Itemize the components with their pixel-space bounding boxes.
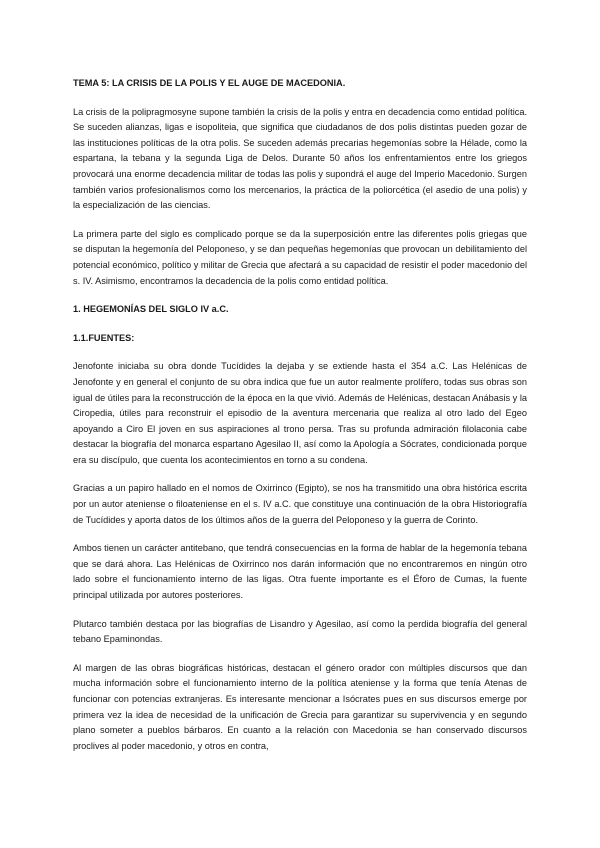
fuentes-paragraph-4: Plutarco también destaca por las biografías de Lisandro y Agesilao, así como la perdida biografía del general tebano Epaminondas. [73, 618, 527, 645]
fuentes-paragraph-5: Al margen de las obras biográficas históricas, destacan el género orador con múltiples discursos que dan mucha información sobre el funcionamiento interno de la política ateniense y la forma que tenía Atenas de funcionar con potencias extranjeras. Es interesante mencionar a Isócrates pues en sus discursos emerge por primera vez la idea de necesidad de la unificación de Grecia para garantizar su supervivencia y en segundo plano someter a pueblos bárbaros. En cuanto a la relación con Macedonia se han conservado discursos proclives al poder macedonio, y otros en contra, [73, 662, 527, 751]
fuentes-paragraph-2: Gracias a un papiro hallado en el nomos de Oxirrinco (Egipto), se nos ha transmitido una obra histórica escrita por un autor ateniense o filoateniense en el s. IV a.C. que constituye una continuación de la obra Historiografía de Tucídides y aporta datos de los últimos años de la guerra del Peloponeso y la guerra de Corinto. [73, 483, 527, 525]
intro-paragraph-2: La primera parte del siglo es complicado porque se da la superposición entre las diferentes polis griegas que se disputan la hegemonía del Peloponeso, y se dan pequeñas hegemonías que provocan un debilitamiento del potencial económico, político y militar de Grecia que afectará a su capacidad de resistir el poder macedonio del s. IV. Asimismo, encontramos la decadencia de la polis como entidad política. [73, 228, 527, 286]
subsection-heading: 1.1.FUENTES: [73, 332, 135, 343]
fuentes-paragraph-1: Jenofonte iniciaba su obra donde Tucídides la dejaba y se extiende hasta el 354 a.C. Las Helénicas de Jenofonte y en general el conjunto de su obra indica que fue un autor realmente prolífero, todas sus obras son igual de útiles para la reconstrucción de la época en la que vivió. Además de Helénicas, destacan Anábasis y la Ciropedia, útiles para reconstruir el episodio de la aventura mercenaria que realiza al otro lado del Egeo apoyando a Ciro El joven en sus aspiraciones al trono persa. Tras su profunda admiración filolaconia cabe destacar la biografía del monarca espartano Agesilao II, así como la Apología a Sócrates, condicionada porque era su discípulo, que cuenta los acontecimientos en torno a su condena. [73, 361, 527, 465]
intro-paragraph-1: La crisis de la polipragmosyne supone también la crisis de la polis y entra en decadencia como entidad política. Se suceden alianzas, ligas e isopoliteia, que significa que ciudadanos de dos polis distintas pueden gozar de las instituciones políticas de la otra polis. Se suceden además precarias hegemonías sobre la Hélade, como la espartana, la tebana y la segunda Liga de Delos. Durante 50 años los enfrentamientos entre los griegos provocará una enorme decadencia militar de todas las polis y supondrá el auge del Imperio Macedonio. Surgen también varios profesionalismos como los mercenarios, la práctica de la poliorcética (el asedio de una polis) y la especialización de las ciencias. [73, 106, 527, 211]
section-heading: 1. HEGEMONÍAS DEL SIGLO IV a.C. [73, 304, 229, 315]
fuentes-paragraph-3: Ambos tienen un carácter antitebano, que tendrá consecuencias en la forma de hablar de la hegemonía tebana que se dará ahora. Las Helénicas de Oxirrinco nos darán información que no encontraremos en ningún otro lado sobre el funcionamiento interno de las ligas. Otra fuente importante es el Éforo de Cumas, la fuente principal utilizada por autores posteriores. [73, 543, 527, 601]
document-body [73, 76, 527, 767]
document-title: TEMA 5: LA CRISIS DE LA POLIS Y EL AUGE DE MACEDONIA. [73, 78, 346, 88]
